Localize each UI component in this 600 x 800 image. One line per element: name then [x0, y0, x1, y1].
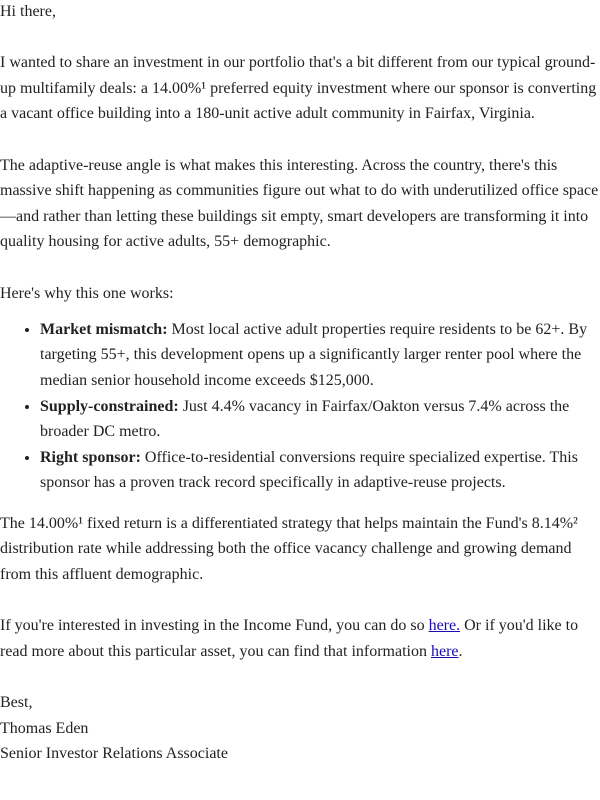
- list-item: [40, 445, 600, 496]
- bullet-title: Supply-constrained:: [40, 397, 179, 415]
- return-paragraph: The 14.00%¹ fixed return is a differentiated strategy that helps maintain the Fund's 8.14%² distribution rate while addressing both the office vacancy challenge and growing demand from this affluent demographic.: [0, 514, 578, 584]
- cta-paragraph: [0, 613, 600, 664]
- adaptive-reuse-paragraph: The adaptive-reuse angle is what makes this interesting. Across the country, there's this massive shift happening as communities figure out what to do with underutilized office space—and rather than letting these buildings sit empty, smart developers are transforming it into quality housing for active adults, 55+ demographic.: [0, 156, 599, 251]
- bullet-title: Right sponsor:: [40, 448, 141, 466]
- signature: [0, 690, 600, 767]
- signoff: Best,: [0, 694, 33, 712]
- cta-text: .: [458, 642, 463, 660]
- sender-name: Thomas Eden: [0, 719, 89, 737]
- list-item: [40, 394, 600, 445]
- cta-text: If you're interested in investing in the Income Fund, you can do so: [0, 617, 429, 635]
- asset-info-link[interactable]: here: [430, 642, 459, 660]
- cta-text: Or if you'd like to read more about this particular asset, you can find that information: [0, 617, 579, 660]
- reasons-list: [0, 317, 600, 496]
- sender-title: Senior Investor Relations Associate: [0, 745, 228, 763]
- bullet-title: Market mismatch:: [40, 320, 168, 338]
- list-item: [40, 317, 600, 394]
- bullet-text: Just 4.4% vacancy in Fairfax/Oakton versus 7.4% across the broader DC metro.: [40, 397, 570, 441]
- bullet-text: Most local active adult properties require residents to be 62+. By targeting 55+, this development opens up a significantly larger renter pool where the median senior household income exceeds $125,000.: [40, 320, 588, 389]
- why-intro: Here's why this one works:: [0, 284, 174, 302]
- bullet-text: Office-to-residential conversions require specialized expertise. This sponsor has a proven track record specifically in adaptive-reuse projects.: [40, 448, 578, 492]
- invest-link[interactable]: here.: [428, 617, 461, 635]
- greeting: Hi there,: [0, 3, 56, 20]
- intro-paragraph: I wanted to share an investment in our portfolio that's a bit different from our typical ground-up multifamily deals: a 14.00%¹ preferred equity investment where our sponsor is converting a vacant office building into a 180-unit active adult community in Fairfax, Virginia.: [0, 54, 597, 123]
